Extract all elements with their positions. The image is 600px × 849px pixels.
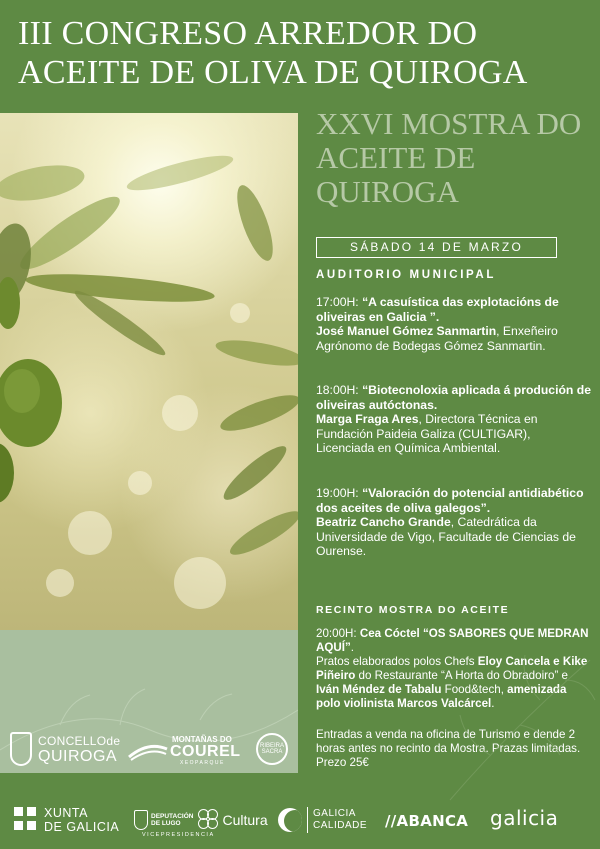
olive-branch-outline-icon [440,640,600,810]
talk-speaker-details: , Directora Técnica en Fundación Paideia Galiza (CULTIGAR), Licenciada en Química Ambiental. [316,412,538,455]
vicepresidencia-label: VICEPRESIDENCIA [142,832,215,838]
xunta-de-galicia-logo [14,806,119,834]
talk-speaker: Beatriz Cancho Grande [316,515,451,529]
abanca-logo: //ABANCA [385,812,469,830]
talk-time: 19:00H: [316,486,363,500]
chef-name: Iván Méndez de Tabalu [316,683,442,696]
talk-topic: “Valoración do potencial antidiabético dos aceites de oliva galegos”. [316,486,584,515]
event-time: 20:00H: [316,627,360,640]
music-performer: amenizada polo violinista Marcos Valcárcel [316,683,567,710]
calidade-line2: CALIDADE [313,820,368,831]
xunta-line1: XUNTA [44,806,88,820]
ribeira-sacra-seal: RIBEIRA SACRA [256,733,288,765]
venue-heading: RECINTO MOSTRA DO ACEITE [316,604,510,616]
event-name: Cea Cóctel “OS SABORES QUE MEDRAN AQUÍ” [316,627,589,654]
event-text: Pratos elaborados polos Chefs [316,655,478,668]
talk-time: 18:00H: [316,383,363,397]
xunta-cross-icon [14,807,38,833]
concello-quiroga-logo [10,732,120,766]
concello-label: CONCELLOde [38,734,121,748]
courel-line1: MONTAÑAS DO [172,735,232,744]
shield-icon [134,810,148,830]
event-subtitle: XXVI MOSTRA DO ACEITE DE QUIROGA [316,106,582,209]
deputacion-lugo-logo [134,809,268,838]
event-text: Food&tech, [441,683,508,696]
swoosh-icon [128,743,168,761]
xunta-line2: DE GALICIA [44,820,120,834]
quiroga-label: QUIROGA [38,748,118,765]
talk-speaker-details: , Enxeñeiro Agrónomo de Bodegas Gómez Sanmartin. [316,324,558,353]
event-date: SÁBADO 14 DE MARZO [316,237,557,258]
olive-branch-illustration [0,113,298,630]
cultura-rings-icon [198,809,220,831]
olive-branch-photo [0,113,298,630]
courel-line2: COUREL [170,743,241,760]
punctuation: . [350,641,355,654]
calidade-line1: GALICIA [313,808,356,819]
talk-speaker-details: , Catedrática da Universidade de Vigo, Facultade de Ciencias de Ourense. [316,515,576,558]
galicia-calidade-logo [278,807,367,833]
talk-item [316,383,592,456]
talk-item [316,295,592,353]
deputacion-line2: DE LUGO [151,820,181,827]
calidade-circle-icon [278,808,302,832]
talk-speaker: José Manuel Gómez Sanmartin [316,324,497,338]
courel-geopark-logo [128,735,240,765]
talk-item [316,486,592,559]
ticket-note: Entradas a venda na oficina de Turismo e dende 2 horas antes no recinto da Mostra. Prazas limitadas. Prezo 25€ [316,728,581,769]
courel-line3: XEOPARQUE [180,760,225,766]
deputacion-line1: DEPUTACIÓN [151,813,194,820]
punctuation: . [491,697,495,710]
talk-topic: “Biotecnoloxia aplicada á produción de oliveiras autóctonas. [316,383,591,412]
event-text: do Restaurante “A Horta do Obradoiro” e [355,669,568,682]
crest-icon [10,732,32,766]
galicia-tourism-logo: galicia [490,806,559,830]
cultura-label: Cultura [222,812,268,828]
chef-names: Eloy Cancela e Kike Piñeiro [316,655,588,682]
page-title: III CONGRESO ARREDOR DO ACEITE DE OLIVA DE QUIROGA [18,15,528,91]
talk-time: 17:00H: [316,295,363,309]
talk-speaker: Marga Fraga Ares [316,412,419,426]
venue-heading: AUDITORIO MUNICIPAL [316,269,496,281]
talk-topic: “A casuística das explotacións de oliveiras en Galicia ”. [316,295,559,324]
